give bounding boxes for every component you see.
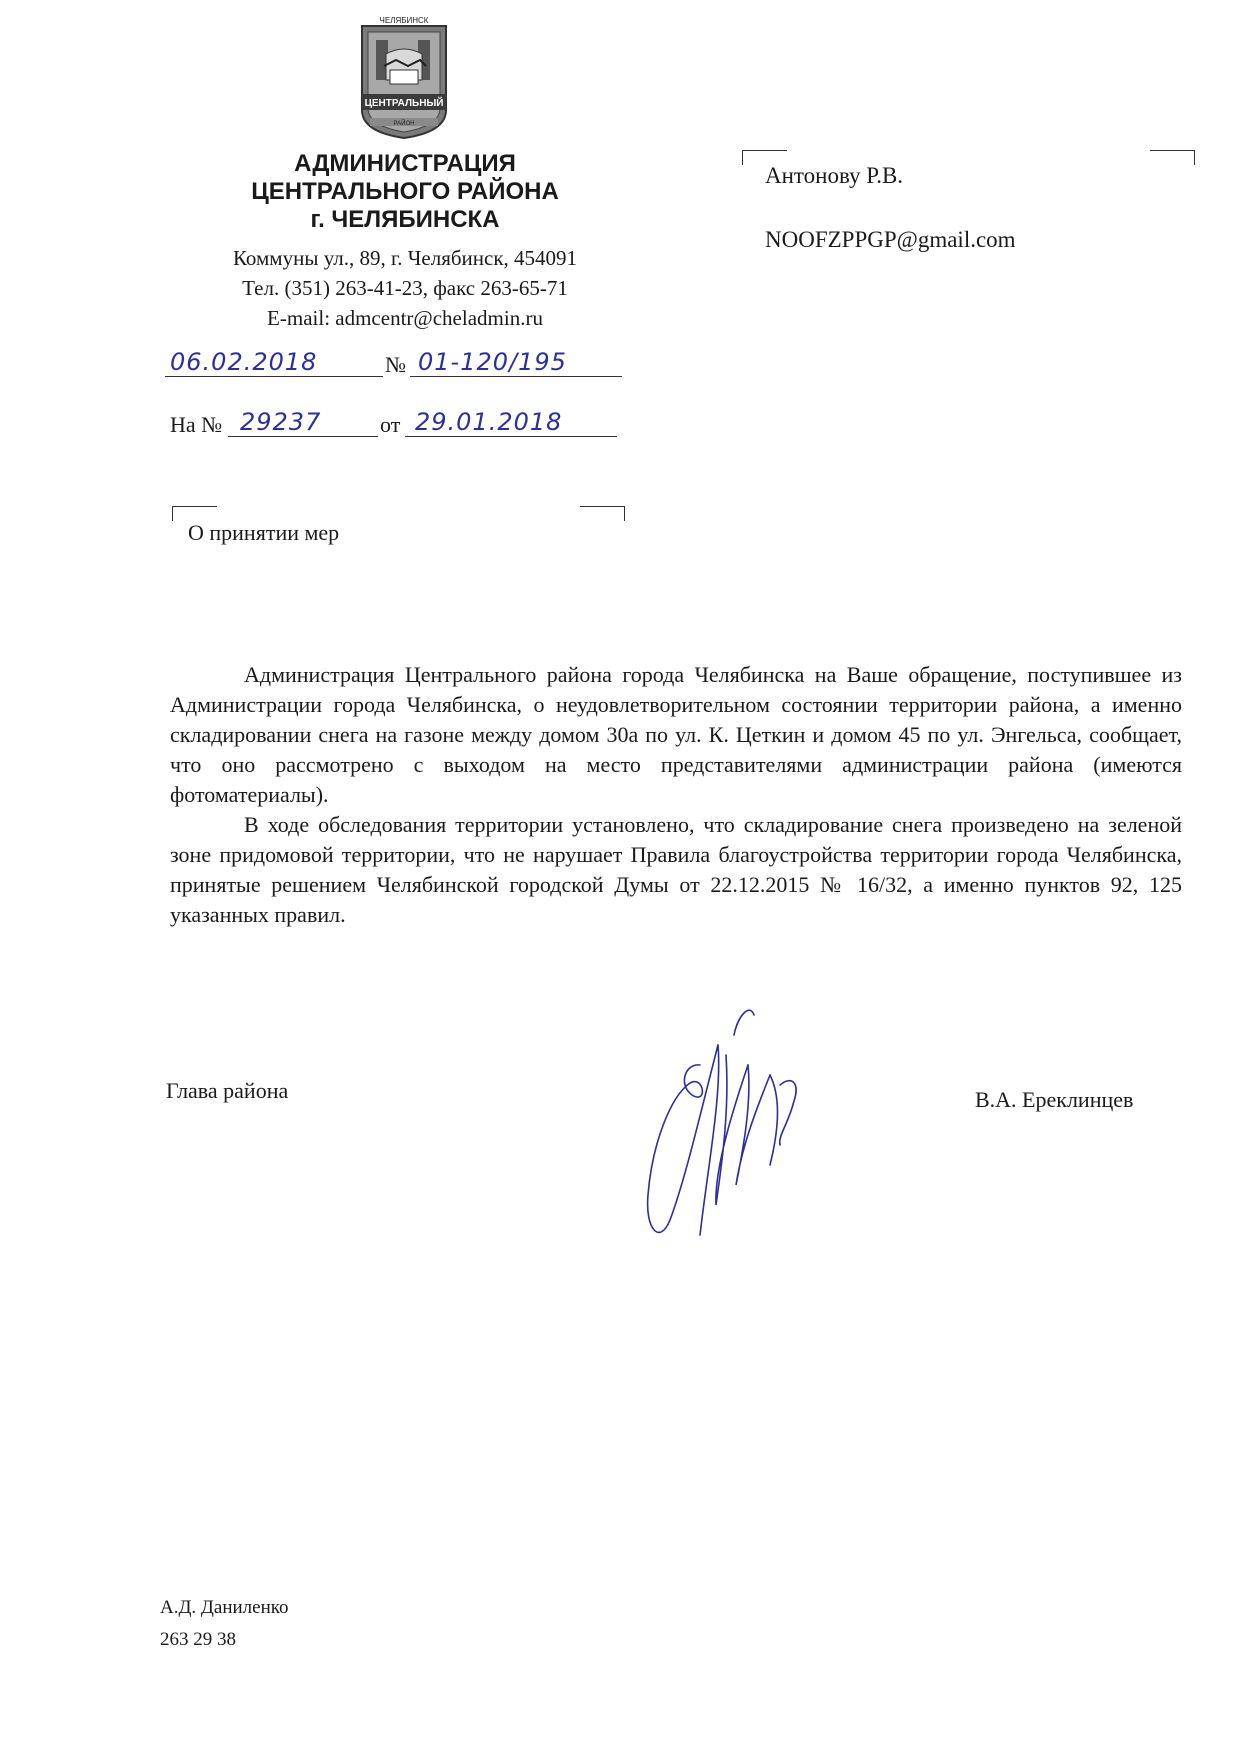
in-reply-date: 29.01.2018 — [415, 408, 563, 436]
coat-of-arms-icon — [356, 14, 452, 140]
in-reply-date-underline — [405, 436, 617, 437]
org-line-1: АДМИНИСТРАЦИЯ — [294, 150, 516, 177]
in-reply-from-label: от — [380, 412, 401, 437]
emblem-ribbon-text: ЦЕНТРАЛЬНЫЙ — [364, 98, 444, 109]
in-reply-number-underline — [228, 436, 378, 437]
letter-body — [170, 660, 1182, 930]
letter-subject: О принятии мер — [188, 520, 340, 545]
organization-title — [195, 150, 615, 234]
signer-name: В.А. Ереклинцев — [975, 1087, 1134, 1112]
recipient-name: Антонову Р.В. — [765, 163, 904, 188]
in-reply-number: 29237 — [240, 408, 322, 436]
in-reply-label: На № — [170, 412, 223, 437]
org-email: E-mail: admcentr@cheladmin.ru — [267, 306, 543, 330]
org-phone: Тел. (351) 263-41-23, факс 263-65-71 — [242, 276, 568, 300]
org-line-2: ЦЕНТРАЛЬНОГО РАЙОНА — [251, 178, 559, 205]
outgoing-number-underline — [410, 376, 622, 377]
org-address: Коммуны ул., 89, г. Челябинск, 454091 — [232, 246, 578, 270]
recipient-email: NOOFZPPGP@gmail.com — [765, 227, 1016, 252]
outgoing-number-label: № — [385, 352, 406, 377]
organization-contacts — [185, 243, 625, 333]
org-line-3: г. ЧЕЛЯБИНСКА — [310, 206, 500, 233]
body-paragraph-1: Администрация Центрального района города Челябинска на Ваше обращение, поступившее из Администрации города Челябинска, о неудовлетворительном состоянии территории района, а именно складировании снега на газоне между домом 30а по ул. К. Цеткин и домом 45 по ул. Энгельса, сообщает, что оно рассмотрено с выходом на место представителями администрации района (имеются фотоматериалы). — [170, 662, 1182, 807]
handwritten-signature-icon — [630, 1005, 830, 1265]
emblem-bottom-text: РАЙОН — [393, 121, 415, 127]
outgoing-date-underline — [165, 376, 383, 377]
subject-corner-left — [172, 506, 217, 521]
recipient-corner-right — [1150, 150, 1195, 165]
outgoing-date: 06.02.2018 — [170, 348, 318, 376]
emblem-top-text: ЧЕЛЯБИНСК — [379, 16, 429, 25]
district-emblem — [356, 14, 452, 140]
subject-corner-right — [580, 506, 625, 521]
executor-name: А.Д. Даниленко — [160, 1597, 289, 1618]
signer-position: Глава района — [166, 1078, 289, 1103]
executor-info — [160, 1592, 289, 1656]
outgoing-number: 01-120/195 — [418, 348, 567, 376]
executor-phone: 263 29 38 — [160, 1629, 236, 1650]
signature-image — [630, 1005, 830, 1265]
body-paragraph-2: В ходе обследования территории установлено, что складирование снега произведено на зеленой зоне придомовой территории, что не нарушает Правила благоустройства территории города Челябинска, принятые решением Челябинской городской Думы от 22.12.2015 № 16/32, а именно пунктов 92, 125 указанных правил. — [170, 812, 1182, 927]
